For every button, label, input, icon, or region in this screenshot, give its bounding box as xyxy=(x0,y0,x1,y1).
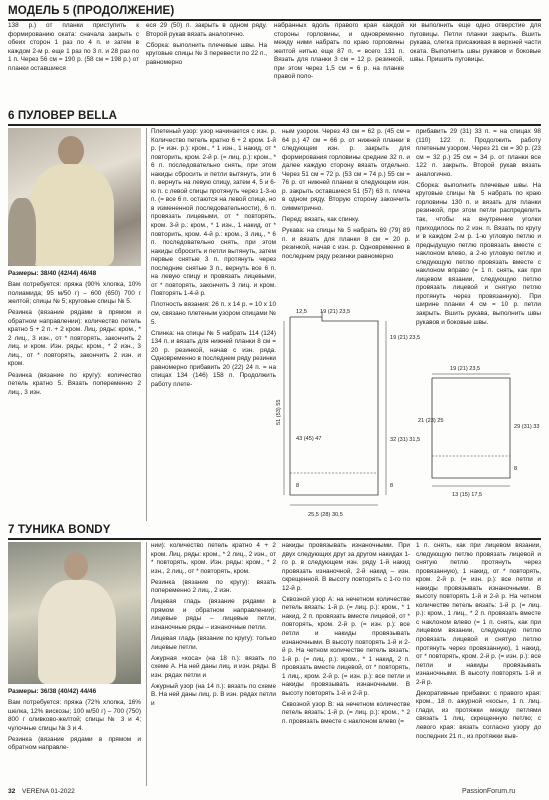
body-neck-width: 12,5 xyxy=(296,309,307,315)
sleeve-top-width: 19 (21) 23,5 xyxy=(450,366,481,372)
body-inner-hem: 8 xyxy=(296,483,300,489)
s5-column-3: набранных вдоль правого края каждой стороны горловины, и одновременно между ними набрать по краю горловины желтой нитью еще 87 п. = всего 131 п. Вязать для планки 3 см = 12 р. резинкой, при этом через 1,5 см = 6 р. на планке правой поло- xyxy=(274,22,404,81)
sleeve-bottom-width: 13 (15) 17,5 xyxy=(452,492,483,498)
s7-column-2: нии): количество петель кратно 4 + 2 кром. Лиц. ряды: кром., * 2 лиц., 2 изн., от * повторять, кром. Изн. ряды: кром., * 2 изн., 2 лиц., от * повторять, кром. Резинка (вязание по кругу): вязать попеременно 2 лиц., 2 изн. Лицевая гладь (вязание рядами в прямом и обратном направлении): лицевые ряды – лицевые петли, изнаночные ряды – изнаночные петли. Лицевая гладь (вязание по кругу): только лицевые петли. Ажурная «коса» (на 18 п.): вязать по схеме А. На ней даны лиц. и изн. ряды. В изн. рядах петли и Ажурный узор (на 14 п.): вязать по схеме В. На ней даны лиц. р. В изн. рядах петли и xyxy=(151,542,276,707)
s7-column-3: накиды провязывать изнаночными. При двух следующих друг за другом накидах 1-го р. в следующем изн. ряду 1-й накид провязать изнаночной, 2-й накид – изн. скрещенной. В высоту повторять с 1-го по 12-й р. Сквозной узор А: на нечетном количестве петель вязать: 1-й р. (= лиц. р.): кром., * 1 накид, 2 п. провязать вместе лицевой, от * повторять, кром. 2-й р. (= изн. р.): все петли и накиды провязывать изнаночными. В высоту повторять 1-й и 2-й р. На четном количестве петель вязать: 1-й р. (= лиц. р.): кром., * 1 накид, 2 п. провязать вместе лицевой, от * повторять, 1 лиц., кром. 2-й р. (= изн. р.): все петли и накиды провязывать изнаночными. В высоту повторять 1-й и 2-й р. Сквозной узор В: на нечетном количестве петель вязать: 1-й р. (= лиц. р.): кром., * 2 п. провязать вместе с наклоном влево (= xyxy=(282,542,410,725)
s7-column-4: 1 п. снять, как при лицевом вязании, следующую петлю провязать лицевой и снятую петлю протянуть через провязанную), 1 накид, от * повторять, кром. 2-й р. (= изн. р.): все петли и накиды провязывать изнаночными. В высоту повторять 1-й и 2-й р. На четном количестве петель вязать: 1-й р. (= лиц. р.): кром., 1 лиц., * 2 п. провязать вместе с наклоном влево (= 1 п. снять, как при лицевом вязании, следующую петлю провязать лицевой и снятую петлю протянуть через провязанную), 1 накид, от * повторять, кром. 2-й р. (= изн. р.): все петли и накиды провязывать изнаночными. В высоту повторять 1-й и 2-й р. Декоративные прибавки: с правого края: кром., 18 п. ажурной «косы», 1 п. лиц. глади, из протяжки между петлями связать 1 лиц. скрещенную петлю; с левого края: вязать согласно узору до последних 21 п., из протяжки выв- xyxy=(416,542,541,740)
s5-column-1: 138 р.) от планки приступить к формированию оката: сначала закрыть с обеих сторон 1 раз по 4 п. и затем в каждом 2-м р. еще 1 раз по 3 п. и 28 раз по 1 п. Через 56 см = 190 р. (58 см = 198 р.) от планки оставшиеся xyxy=(8,22,139,72)
s5-column-4: ки выполнить еще одно отверстие для пуговицы. Петли планки закрыть. Вшить рукава, слегка присаживая в верхней части оката. Выполнить швы рукавов и боковые швы. Пришить пуговицы. xyxy=(410,22,541,64)
body-top-width: 19 (21) 23,5 xyxy=(320,309,351,315)
section-title-model-5: МОДЕЛЬ 5 (ПРОДОЛЖЕНИЕ) xyxy=(8,4,175,17)
s6-column-2: Плетеный узор: узор начинается с изн. р. Количество петель кратно 6 + 2 кром. 1-й р. (= изн. р.): кром., * 1 изн., 1 накид, от * повторить, кром. 2-й р. (= лиц. р.): кром., * 6 п. последовательно снять, при этом накиды сбросить и петли вытянуть, эти 6 п. вернуть на левую спицу, затем 4, 5 и 6-ю п. с левой спицы протянуть через 1-3-ю п. (= все 6 п. остаются на левой спице, но в измененной последовательности), 6 п. провязать лицевыми, от * повторять, кром. 3-й р.: кром., * 1 изн., 1 накид, от * повторить, кром. 4-й р.: кром., 3 лиц., * 6 п. последовательно снять, при этом накиды сбросить и петли вытянуть, затем первые снятые 3 п. протянуть через последние снятые 3 п., вернуть все 6 п. на левую спицу и провязать лицевыми, от * повторять, закончить 3 лиц. и кром. Повторять 1-4-й р. Плотность вязания: 26 п. x 14 р. = 10 x 10 см, связано плетеным узором спицами № 5. Спинка: на спицы № 5 набрать 114 (124) 134 п. и вязать для нижней планки 8 см = 20 р. резинкой, начав с изн. ряда. Одновременно в последнем ряду резинки равномерно прибавить 20 (22) 24 п. = на спицах 134 (146) 158 п. Продолжить работу плете- xyxy=(151,128,276,388)
section-rule-6 xyxy=(8,124,541,126)
body-total-height: 51 (53) 55 xyxy=(276,399,282,425)
body-bottom-width: 25,5 (28) 30,5 xyxy=(308,512,343,518)
sleeve-height: 21 (23) 25 xyxy=(418,418,444,424)
s6-column-3: ным узором. Через 43 см = 62 р. (45 см = 64 р.) 47 см = 66 р. от нижней планки в следующем изн. р. закрыть для формирования горловины средние 32 п. и далее каждую сторону вязать отдельно. Через 51 см = 72 р. (53 см = 74 р.) 55 см = 76 р. от нижней планки в следующем изн. р. закрыть оставшиеся 51 (57) 63 п. плеча в одном ряду. Вторую сторону закончить симметрично. Перед: вязать, как спинку. Рукава: на спицы № 5 набрать 69 (79) 89 п. и вязать для планки 8 см = 20 р. резинкой, начав с изн. р. Одновременно в последнем ряду резинки равномерно xyxy=(282,128,410,260)
sleeve-schematic xyxy=(414,360,542,510)
section-rule-7 xyxy=(8,538,541,540)
footer-magazine: VERENA 01-2022 xyxy=(22,788,75,795)
s5-column-2: еся 29 (50) п. закрыть в одном ряду. Второй рукав вязать аналогично. Сборка: выполнить плечевые швы. На круговые спицы № 3 перевести по 22 п., равномерно xyxy=(146,22,267,66)
pullover-photo xyxy=(8,128,141,266)
footer-page-number: 32 xyxy=(8,788,16,795)
section-title-tunic-bondy: 7 ТУНИКА BONDY xyxy=(8,523,111,536)
sleeve-cuff: 8 xyxy=(514,466,518,472)
s6-column-1: Размеры: 38/40 (42/44) 46/48 Вам потребуется: пряжа (90% хлопка, 10% полиамида; 95 м/50 г) – 600 (650) 700 г желтой; спицы № 5; круговые спицы № 5. Резинка (вязание рядами в прямом и обратном направлении): количество петель кратно 5 + 2 п. + 2 кром. Лиц. ряды: кром., * 2 лиц., 3 изн., от * повторять, закончить 2 лиц. и кром. Изн. ряды: кром., * 2 изн., 3 лиц., от * повторять, закончить 2 изн. и кром. Резинка (вязание по кругу): количество петель кратно 5. Вязать попеременно 2 лиц., 3 изн. xyxy=(8,270,141,396)
sleeve-length: 29 (31) 33 xyxy=(514,424,540,430)
s6-column-divider-1 xyxy=(146,128,147,521)
footer-watermark: PassionForum.ru xyxy=(462,788,516,795)
body-height-b: 32 (31) 31,5 xyxy=(390,437,421,443)
section-title-pullover-bella: 6 ПУЛОВЕР BELLA xyxy=(8,109,118,122)
s7-column-1: Размеры: 36/38 (40/42) 44/46 Вам потребуется: пряжа (72% хлопка, 16% шелка, 12% вискозы; 100 м/50 г) – 700 (750) 800 г оливково-желтой; спицы № 3 и 4; чулочные спицы № 3 и 4. Резинка (вязание рядами в прямом и обратном направле- xyxy=(8,688,141,752)
body-height-a: 19 (21) 23,5 xyxy=(390,335,421,341)
s6-column-4: прибавить 29 (31) 33 п. = на спицах 98 (110) 122 п. Продолжить работу плетеным узором. Через 21 см = 30 р. (23 см = 32 р.) 25 см = 34 р. от планки все 122 п. закрыть. Второй рукав вязать аналогично. Сборка: выполнить плечевые швы. На круговые спицы № 5 набрать по краю горловины 130 п. и вязать для планки резинкой, при этом петли распределить так, чтобы на внутренние уголки приходилось по 2 изн. п. Вязать по кругу и в каждом 2-м р. 1-ю угловую петлю и предыдущую петлю провязать вместе с наклоном влево, а 2-ю угловую петлю и следующую петлю провязать вместе с наклоном вправо (= 1 п. снять, как при лицевом вязании, следующую петлю провязать лицевой и снятую петлю протянуть через провязанную). При ширине планки 4 см = 10 р. петли закрыть. Вшить рукава, выполнить швы рукавов и боковые швы. xyxy=(416,128,541,326)
body-hem: 8 xyxy=(390,483,394,489)
body-schematic xyxy=(276,305,421,521)
tunic-photo xyxy=(8,542,141,684)
section-rule-5 xyxy=(8,19,541,21)
body-lower-height: 43 (45) 47 xyxy=(296,436,322,442)
s7-column-divider-1 xyxy=(146,542,147,786)
